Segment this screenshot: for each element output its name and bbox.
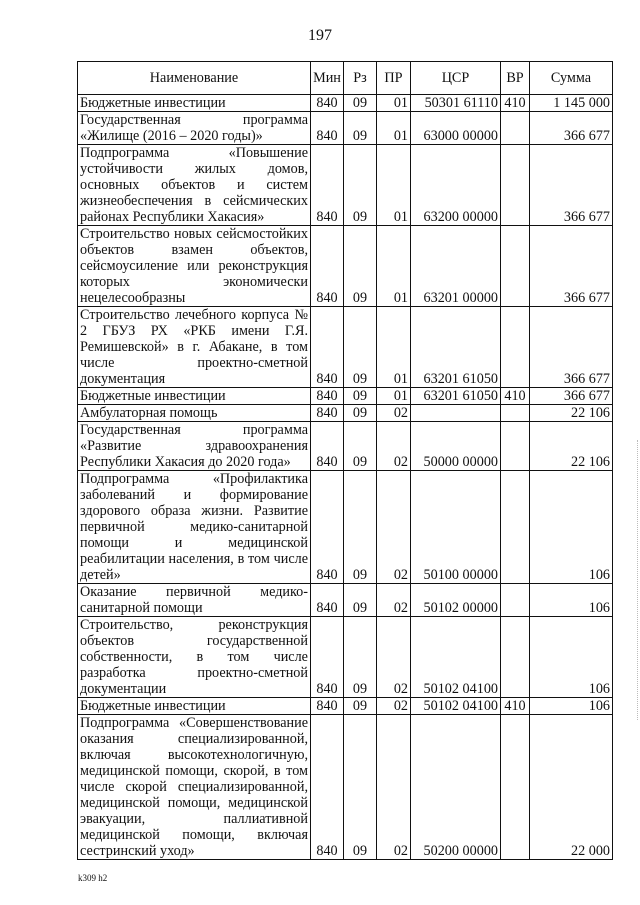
table-row bbox=[78, 307, 613, 388]
document-code: k309 h2 bbox=[78, 873, 108, 883]
cell-pr: 02 bbox=[377, 715, 411, 860]
cell-min: 840 bbox=[311, 95, 344, 112]
header-vr: ВР bbox=[501, 62, 530, 95]
cell-min: 840 bbox=[311, 471, 344, 584]
cell-rz: 09 bbox=[344, 715, 377, 860]
cell-name: Бюджетные инвестиции bbox=[78, 95, 311, 112]
cell-pr: 02 bbox=[377, 584, 411, 617]
cell-vr bbox=[501, 471, 530, 584]
cell-pr: 02 bbox=[377, 422, 411, 471]
cell-pr: 01 bbox=[377, 145, 411, 226]
cell-sum: 106 bbox=[530, 471, 613, 584]
header-pr: ПР bbox=[377, 62, 411, 95]
cell-pr: 01 bbox=[377, 95, 411, 112]
cell-min: 840 bbox=[311, 307, 344, 388]
cell-vr bbox=[501, 112, 530, 145]
cell-rz: 09 bbox=[344, 471, 377, 584]
cell-name: Строительство новых сейсмостойких объектов взамен объектов, сейсмоусиление или реконструкция которых экономически нецелесообразны bbox=[78, 226, 311, 307]
cell-vr bbox=[501, 405, 530, 422]
cell-name: Строительство лечебного корпуса № 2 ГБУЗ РХ «РКБ имени Г.Я. Ремишевской» в г. Абакане, в том числе проектно-сметной документация bbox=[78, 307, 311, 388]
cell-rz: 09 bbox=[344, 307, 377, 388]
table-body bbox=[78, 95, 613, 860]
page-number: 197 bbox=[308, 27, 332, 44]
table-row bbox=[78, 388, 613, 405]
cell-sum: 366 677 bbox=[530, 112, 613, 145]
cell-name: Строительство, реконструкция объектов государственной собственности, в том числе разработка проектно-сметной документации bbox=[78, 617, 311, 698]
cell-csr: 50102 00000 bbox=[411, 584, 501, 617]
cell-pr: 01 bbox=[377, 226, 411, 307]
cell-sum: 106 bbox=[530, 617, 613, 698]
cell-csr: 50100 00000 bbox=[411, 471, 501, 584]
cell-rz: 09 bbox=[344, 422, 377, 471]
cell-csr: 63201 61050 bbox=[411, 307, 501, 388]
table-header-row bbox=[78, 62, 613, 95]
cell-min: 840 bbox=[311, 698, 344, 715]
cell-sum: 366 677 bbox=[530, 226, 613, 307]
cell-rz: 09 bbox=[344, 145, 377, 226]
cell-name: Подпрограмма «Профилактика заболеваний и формирование здорового образа жизни. Развитие первичной медико-санитарной помощи и медицинской реабилитации населения, в том числе детей» bbox=[78, 471, 311, 584]
cell-vr bbox=[501, 226, 530, 307]
cell-sum: 106 bbox=[530, 698, 613, 715]
cell-rz: 09 bbox=[344, 584, 377, 617]
cell-sum: 22 000 bbox=[530, 715, 613, 860]
cell-vr bbox=[501, 715, 530, 860]
table-row bbox=[78, 226, 613, 307]
cell-min: 840 bbox=[311, 617, 344, 698]
cell-rz: 09 bbox=[344, 226, 377, 307]
cell-pr: 01 bbox=[377, 388, 411, 405]
cell-csr bbox=[411, 405, 501, 422]
cell-csr: 63201 00000 bbox=[411, 226, 501, 307]
cell-vr: 410 bbox=[501, 95, 530, 112]
cell-pr: 02 bbox=[377, 698, 411, 715]
table-row bbox=[78, 617, 613, 698]
cell-pr: 02 bbox=[377, 405, 411, 422]
cell-min: 840 bbox=[311, 388, 344, 405]
header-name: Наименование bbox=[78, 62, 311, 95]
cell-name: Подпрограмма «Повышение устойчивости жилых домов, основных объектов и систем жизнеобеспечения в сейсмических районах Республики Хакасия» bbox=[78, 145, 311, 226]
cell-rz: 09 bbox=[344, 698, 377, 715]
cell-pr: 02 bbox=[377, 617, 411, 698]
cell-name: Государственная программа «Развитие здравоохранения Республики Хакасия до 2020 года» bbox=[78, 422, 311, 471]
cell-pr: 02 bbox=[377, 471, 411, 584]
cell-sum: 366 677 bbox=[530, 388, 613, 405]
cell-csr: 63200 00000 bbox=[411, 145, 501, 226]
cell-vr bbox=[501, 422, 530, 471]
header-min: Мин bbox=[311, 62, 344, 95]
cell-vr bbox=[501, 617, 530, 698]
cell-name: Бюджетные инвестиции bbox=[78, 698, 311, 715]
cell-min: 840 bbox=[311, 715, 344, 860]
table-row bbox=[78, 95, 613, 112]
header-csr: ЦСР bbox=[411, 62, 501, 95]
cell-sum: 106 bbox=[530, 584, 613, 617]
cell-rz: 09 bbox=[344, 388, 377, 405]
cell-vr bbox=[501, 145, 530, 226]
cell-pr: 01 bbox=[377, 112, 411, 145]
cell-csr: 63000 00000 bbox=[411, 112, 501, 145]
cell-name: Амбулаторная помощь bbox=[78, 405, 311, 422]
cell-name: Бюджетные инвестиции bbox=[78, 388, 311, 405]
header-rz: Рз bbox=[344, 62, 377, 95]
cell-vr bbox=[501, 584, 530, 617]
cell-csr: 50102 04100 bbox=[411, 698, 501, 715]
table-row bbox=[78, 471, 613, 584]
table-row bbox=[78, 405, 613, 422]
cell-vr: 410 bbox=[501, 388, 530, 405]
cell-csr: 63201 61050 bbox=[411, 388, 501, 405]
cell-min: 840 bbox=[311, 584, 344, 617]
header-sum: Сумма bbox=[530, 62, 613, 95]
cell-name: Оказание первичной медико-санитарной помощи bbox=[78, 584, 311, 617]
cell-csr: 50200 00000 bbox=[411, 715, 501, 860]
cell-sum: 366 677 bbox=[530, 145, 613, 226]
cell-sum: 22 106 bbox=[530, 422, 613, 471]
cell-sum: 366 677 bbox=[530, 307, 613, 388]
cell-rz: 09 bbox=[344, 112, 377, 145]
cell-rz: 09 bbox=[344, 617, 377, 698]
cell-vr bbox=[501, 307, 530, 388]
cell-min: 840 bbox=[311, 112, 344, 145]
cell-csr: 50102 04100 bbox=[411, 617, 501, 698]
table-row bbox=[78, 698, 613, 715]
scan-edge-marks bbox=[635, 440, 638, 720]
table-row bbox=[78, 422, 613, 471]
cell-pr: 01 bbox=[377, 307, 411, 388]
cell-csr: 50000 00000 bbox=[411, 422, 501, 471]
cell-sum: 22 106 bbox=[530, 405, 613, 422]
cell-name: Подпрограмма «Совершенствование оказания специализированной, включая высокотехнологичную, медицинской помощи, скорой, в том числе скорой специализированной, медицинской помощи, медицинской эвакуации, паллиативной медицинской помощи, включая сестринский уход» bbox=[78, 715, 311, 860]
table-row bbox=[78, 584, 613, 617]
cell-rz: 09 bbox=[344, 95, 377, 112]
cell-vr: 410 bbox=[501, 698, 530, 715]
cell-rz: 09 bbox=[344, 405, 377, 422]
cell-min: 840 bbox=[311, 405, 344, 422]
cell-min: 840 bbox=[311, 145, 344, 226]
cell-sum: 1 145 000 bbox=[530, 95, 613, 112]
table-row bbox=[78, 715, 613, 860]
cell-name: Государственная программа «Жилище (2016 – 2020 годы)» bbox=[78, 112, 311, 145]
table-row bbox=[78, 145, 613, 226]
cell-csr: 50301 61110 bbox=[411, 95, 501, 112]
cell-min: 840 bbox=[311, 226, 344, 307]
budget-table bbox=[77, 61, 613, 860]
cell-min: 840 bbox=[311, 422, 344, 471]
table-row bbox=[78, 112, 613, 145]
